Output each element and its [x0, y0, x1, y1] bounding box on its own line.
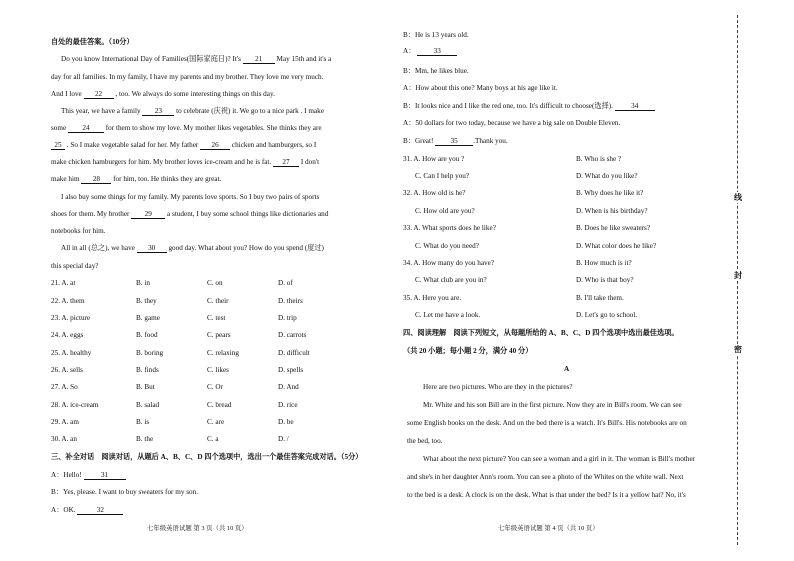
option-a[interactable]: 23. A. picture [51, 314, 91, 322]
option-d[interactable]: D. And [278, 383, 299, 391]
passage-line: make chicken hamburgers for him. My brother loves ice-cream and he is fat. 27 I don't [51, 158, 320, 166]
binding-char-xian: 线 [734, 193, 742, 202]
section-3-heading: 三、补全对话 阅读对话，从题后 A、B、C、D 四个选项中，选出一个最佳答案完成对话。（5分） [51, 453, 363, 461]
option-b[interactable]: B. Who is she ? [576, 155, 622, 163]
dialogue-line: B：It looks nice and I like the red one, too. It's difficult to choose(选择). 34 [403, 103, 655, 111]
option-d[interactable]: D. When is his birthday? [576, 207, 648, 215]
passage-line: make him 28 for him, too. He thinks they are great. [51, 175, 222, 183]
option-a[interactable]: 33. A. What sports does he like? [403, 224, 496, 232]
blank-31[interactable]: 31 [84, 472, 126, 480]
blank-29[interactable]: 29 [131, 211, 165, 219]
option-b[interactable]: B. game [136, 314, 160, 322]
option-b[interactable]: B. food [136, 331, 158, 339]
blank-21[interactable]: 21 [243, 56, 275, 64]
binding-char-mi: 密 [734, 345, 742, 354]
passage-line: What about the next picture? You can see a woman and a girl in it. The woman is Bill's mother [423, 455, 696, 463]
option-c[interactable]: C. their [207, 297, 229, 305]
page-footer: 七年级英语试题 第 3 页（共 10 页） [147, 525, 248, 532]
dialogue-line: B：Mm, he likes blue. [403, 67, 469, 75]
blank-30[interactable]: 30 [137, 245, 167, 253]
option-d[interactable]: D. What color does he like? [576, 242, 657, 250]
option-b[interactable]: B. in [136, 279, 150, 287]
option-c[interactable]: C. a [207, 435, 219, 443]
passage-line: I also buy some things for my family. My parents love sports. So I buy two pairs of sports [61, 193, 320, 201]
page-footer: 七年级英语试题 第 4 页（共 10 页） [498, 525, 599, 532]
option-d[interactable]: D. Who is that boy? [576, 276, 634, 284]
option-b[interactable]: B. I'll take them. [576, 294, 624, 302]
binding-char-feng: 封 [734, 271, 742, 280]
option-b[interactable]: B. the [136, 435, 154, 443]
option-d[interactable]: D. trip [278, 314, 297, 322]
dialogue-line: B：Great! 35 .Thank you. [403, 137, 508, 145]
dialogue-line: B：He is 13 years old. [403, 31, 469, 39]
dialogue-line: A：How about this one? Many boys at his age like it. [403, 84, 558, 92]
option-c[interactable]: C. Can I help you? [415, 172, 470, 180]
blank-32[interactable]: 32 [77, 507, 123, 515]
option-c[interactable]: C. What do you need? [415, 242, 479, 250]
option-b[interactable]: B. boring [136, 349, 164, 357]
passage-line: Here are two pictures. Who are they in the pictures? [423, 383, 573, 391]
left-page [0, 0, 380, 561]
passage-line: this special day? [51, 262, 99, 270]
dialogue-line: A：Hello! 31 [51, 472, 126, 480]
right-page [396, 0, 736, 561]
blank-22[interactable]: 22 [84, 91, 114, 99]
option-d[interactable]: D. / [278, 435, 289, 443]
option-c[interactable]: C. relaxing [207, 349, 239, 357]
option-b[interactable]: B. finds [136, 366, 159, 374]
option-d[interactable]: D. difficult [278, 349, 310, 357]
dialogue-line: B：Yes, please. I want to buy sweaters for my son. [51, 488, 198, 496]
option-c[interactable]: C. pears [207, 331, 231, 339]
option-a[interactable]: 32. A. How old is he? [403, 189, 466, 197]
option-b[interactable]: B. is [136, 418, 150, 426]
option-a[interactable]: 35. A. Here you are. [403, 294, 462, 302]
option-b[interactable]: B. Why does he like it? [576, 189, 644, 197]
option-c[interactable]: C. on [207, 279, 223, 287]
option-c[interactable]: C. test [207, 314, 226, 322]
option-b[interactable]: B. salad [136, 401, 160, 409]
option-c[interactable]: C. Or [207, 383, 223, 391]
option-d[interactable]: D. of [278, 279, 293, 287]
option-a[interactable]: 26. A. sells [51, 366, 83, 374]
option-a[interactable]: 25. A. healthy [51, 349, 92, 357]
blank-34[interactable]: 34 [615, 103, 655, 111]
option-d[interactable]: D. carrots [278, 331, 307, 339]
passage-line: Do you know International Day of Families(国际家庭日)? It's 21 May 15th and it's a [61, 55, 332, 63]
option-d[interactable]: D. theirs [278, 297, 303, 305]
option-d[interactable]: D. What do you like? [576, 172, 638, 180]
option-b[interactable]: B. How much is it? [576, 259, 632, 267]
passage-line: some English books on the desk. And on the bed there is a watch. It's Bill's. His notebooks are on [407, 419, 687, 427]
option-c[interactable]: C. bread [207, 401, 232, 409]
option-b[interactable]: B. But [136, 383, 155, 391]
option-b[interactable]: B. Does he like sweaters? [576, 224, 651, 232]
option-b[interactable]: B. they [136, 297, 157, 305]
passage-line: and she's in her daughter Ann's room. You can see a photo of the Whites on the white wall. Next [407, 473, 684, 481]
passage-line: to the bed is a desk. A clock is on the desk. What is that under the bed? Is it a yellow hat? No, it's [407, 491, 686, 499]
dialogue-line: A：50 dollars for two today, because we have a big sale on Double Eleven. [403, 119, 621, 127]
passage-line: All in all (总之), we have 30 good day. What about you? How do you spend (度过) [61, 244, 324, 252]
option-c[interactable]: C. How old are you? [415, 207, 475, 215]
blank-35[interactable]: 35 [435, 138, 473, 146]
option-a[interactable]: 27. A. So [51, 383, 78, 391]
blank-25[interactable]: 25 [51, 142, 65, 150]
option-d[interactable]: D. rice [278, 401, 298, 409]
passage-line: This year, we have a family 23 to celebrate (庆祝) it. We go to a nice park . I make [61, 107, 324, 115]
option-d[interactable]: D. spells [278, 366, 304, 374]
passage-line: shoes for them. My brother 29 a student, I buy some school things like dictionaries and [51, 210, 329, 218]
option-d[interactable]: D. be [278, 418, 294, 426]
blank-24[interactable]: 24 [68, 125, 104, 133]
option-a[interactable]: 34. A. How many do you have? [403, 259, 495, 267]
option-c[interactable]: C. are [207, 418, 225, 426]
passage-title: A [564, 365, 570, 373]
passage-line: notebooks for him. [51, 227, 106, 235]
option-d[interactable]: D. Let's go to school. [576, 311, 638, 319]
option-a[interactable]: 30. A. an [51, 435, 77, 443]
option-a[interactable]: 29. A. am [51, 418, 79, 426]
section-heading: 自处的最佳答案。（10分） [51, 38, 134, 46]
option-a[interactable]: 31. A. How are you ? [403, 155, 465, 163]
blank-23[interactable]: 23 [142, 108, 174, 116]
option-c[interactable]: C. likes [207, 366, 229, 374]
passage-line: 25 . So I make vegetable salad for her. My father 26 chicken and hamburgers, so I [51, 142, 316, 150]
dialogue-line: A：OK. 32 [51, 507, 123, 515]
passage-line: the bed, too. [407, 437, 443, 445]
option-a[interactable]: 22. A. them [51, 297, 85, 305]
section-4-subheading: （共 20 小题；每小题 2 分，满分 40 分） [403, 347, 533, 355]
blank-27[interactable]: 27 [273, 159, 299, 167]
passage-line: some 24 for them to show my love. My mother likes vegetables. She thinks they are [51, 124, 322, 132]
blank-26[interactable]: 26 [200, 142, 230, 150]
passage-line: Mr. White and his son Bill are in the first picture. Now they are in Bill's room. We can see [423, 401, 682, 409]
option-c[interactable]: C. Let me have a look. [415, 311, 481, 319]
blank-33[interactable]: 33 [417, 48, 457, 56]
passage-line: day for all families. In my family, I have my parents and my brother. They love me very much. [51, 73, 324, 81]
option-a[interactable]: 21. A. at [51, 279, 76, 287]
dialogue-line: A： 33 [403, 48, 457, 56]
section-4-heading: 四、阅读理解 阅读下列短文，从每题所给的 A、B、C、D 四个选项中选出最佳选项。 [403, 329, 679, 337]
option-c[interactable]: C. What club are you in? [415, 276, 487, 284]
option-a[interactable]: 24. A. eggs [51, 331, 84, 339]
blank-28[interactable]: 28 [81, 176, 111, 184]
option-a[interactable]: 28. A. ice-cream [51, 401, 99, 409]
passage-line: And I love 22 , too. We always do some interesting things on this day. [51, 90, 275, 98]
